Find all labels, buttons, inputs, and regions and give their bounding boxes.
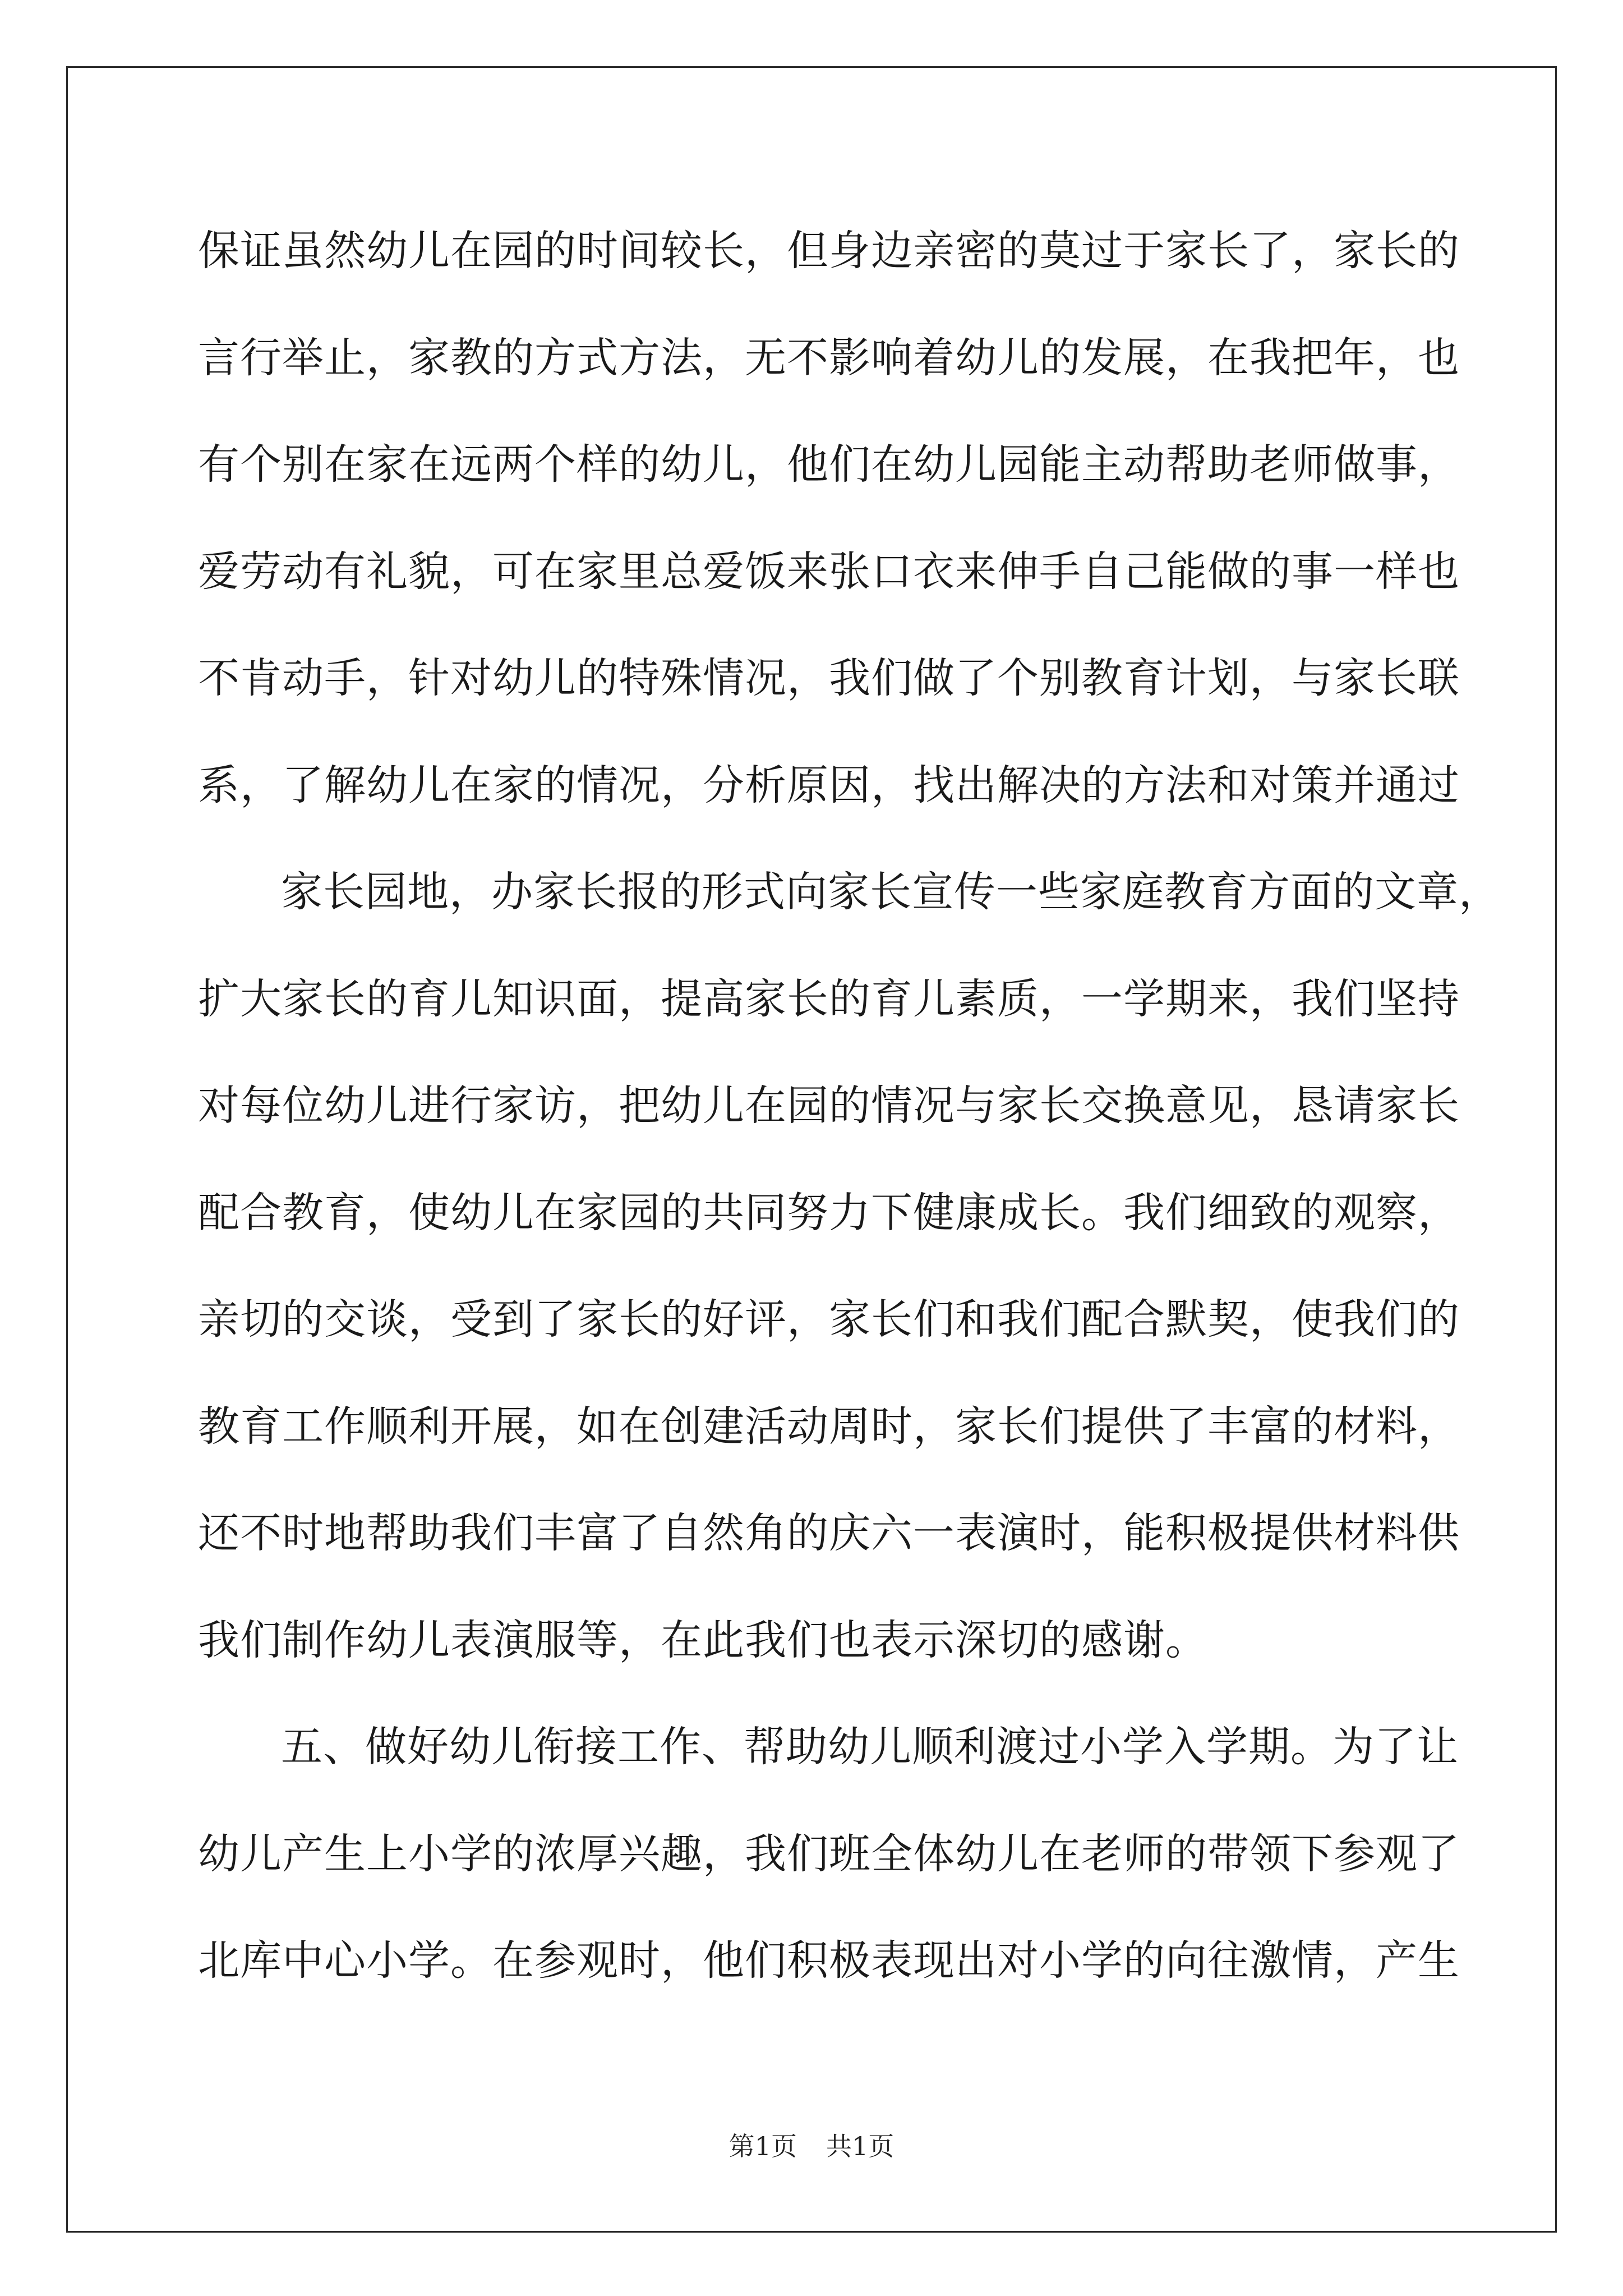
text-line: 不肯动手，针对幼儿的特殊情况，我们做了个别教育计划，与家长联 (198, 654, 1460, 702)
document-body (198, 220, 1501, 2037)
page-footer (0, 2126, 1623, 2163)
text-line: 有个别在家在远两个样的幼儿，他们在幼儿园能主动帮助老师做事， (198, 440, 1460, 489)
page-number-total: 共1页 (826, 2131, 895, 2161)
text-line: 教育工作顺利开展，如在创建活动周时，家长们提供了丰富的材料， (198, 1402, 1460, 1451)
text-line: 配合教育，使幼儿在家园的共同努力下健康成长。我们细致的观察， (198, 1188, 1460, 1237)
paragraph-start-line: 家长园地，办家长报的形式向家长宣传一些家庭教育方面的文章， (281, 868, 1501, 916)
paragraph-start-line: 五、做好幼儿衔接工作、帮助幼儿顺利渡过小学入学期。为了让 (281, 1723, 1459, 1771)
text-line: 亲切的交谈，受到了家长的好评，家长们和我们配合默契，使我们的 (198, 1295, 1460, 1343)
text-line: 北库中心小学。在参观时，他们积极表现出对小学的向往激情，产生 (198, 1936, 1460, 1985)
text-line: 系，了解幼儿在家的情况，分析原因，找出解决的方法和对策并通过 (198, 761, 1460, 809)
text-line: 扩大家长的育儿知识面，提高家长的育儿素质，一学期来，我们坚持 (198, 974, 1460, 1023)
text-line: 幼儿产生上小学的浓厚兴趣，我们班全体幼儿在老师的带领下参观了 (198, 1829, 1460, 1878)
text-line: 爱劳动有礼貌，可在家里总爱饭来张口衣来伸手自己能做的事一样也 (198, 547, 1460, 596)
text-line: 还不时地帮助我们丰富了自然角的庆六一表演时，能积极提供材料供 (198, 1509, 1460, 1557)
text-line: 言行举止，家教的方式方法，无不影响着幼儿的发展，在我把年，也 (198, 333, 1460, 382)
text-line: 保证虽然幼儿在园的时间较长，但身边亲密的莫过于家长了，家长的 (198, 227, 1460, 275)
text-line: 对每位幼儿进行家访，把幼儿在园的情况与家长交换意见，恳请家长 (198, 1082, 1460, 1130)
page-number-current: 第1页 (728, 2131, 797, 2161)
text-line: 我们制作幼儿表演服等，在此我们也表示深切的感谢。 (198, 1616, 1207, 1664)
